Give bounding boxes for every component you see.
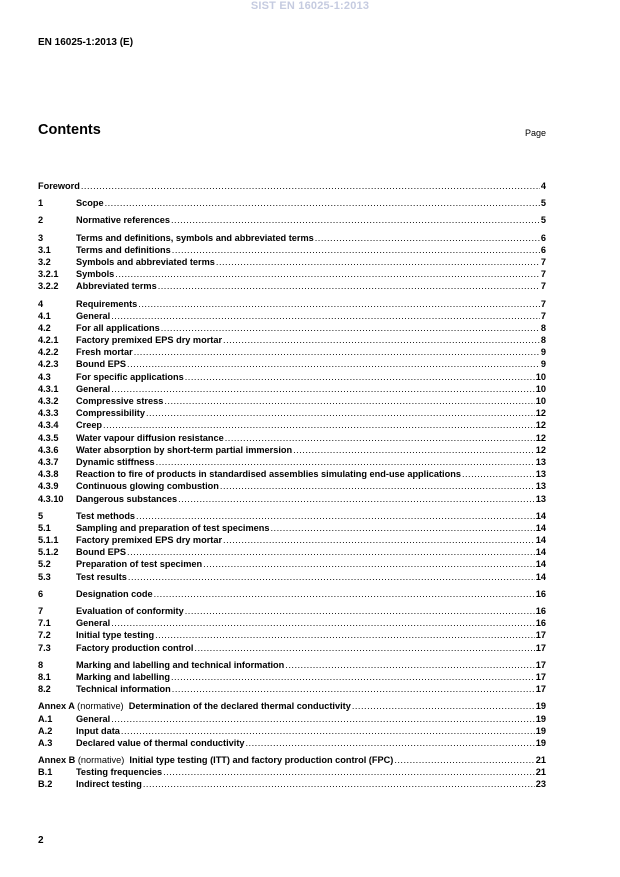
toc-entry[interactable] [38, 371, 546, 383]
dot-leader [138, 298, 540, 310]
toc-entry-page: 10 [535, 383, 546, 394]
toc-entry-page: 17 [535, 671, 546, 682]
dot-leader [111, 383, 535, 395]
dot-leader [271, 522, 535, 534]
toc-entry[interactable] [38, 493, 546, 505]
toc-entry-number: 3.1 [38, 244, 51, 255]
toc-entry-page: 7 [540, 281, 546, 292]
toc-entry-page: 12 [535, 444, 546, 455]
toc-entry-title: Input data [76, 725, 120, 736]
toc-entry-page: 6 [540, 244, 546, 255]
toc-entry[interactable] [38, 725, 546, 737]
toc-entry-number: 4.2.1 [38, 335, 59, 346]
toc-entry-number: 5.1 [38, 522, 51, 533]
toc-entry[interactable] [38, 642, 546, 654]
dot-leader [164, 395, 534, 407]
toc-entry-page: 16 [535, 606, 546, 616]
toc-entry[interactable] [38, 334, 546, 346]
toc-entry-number: 7.2 [38, 630, 51, 641]
toc-entry-title: Factory premixed EPS dry mortar [76, 535, 223, 546]
toc-entry-title: Initial type testing [76, 630, 155, 641]
dot-leader [111, 713, 535, 725]
toc-entry[interactable] [38, 310, 546, 322]
toc-group [38, 510, 546, 583]
dot-leader [171, 214, 540, 226]
dot-leader [223, 534, 535, 546]
toc-entry[interactable] [38, 468, 546, 480]
toc-entry-title: Factory production control [76, 642, 194, 653]
toc-entry-number: 8.1 [38, 671, 51, 682]
toc-entry[interactable] [38, 256, 546, 268]
toc-entry-title: Sampling and preparation of test specimens [76, 522, 270, 533]
toc-entry-page: 13 [535, 493, 546, 504]
dot-leader [146, 407, 535, 419]
toc-entry[interactable] [38, 244, 546, 256]
annex-label: Annex A [38, 701, 75, 712]
toc-entry-number: 4.3.10 [38, 493, 64, 504]
dot-leader [111, 617, 535, 629]
toc-entry-number: 6 [38, 588, 44, 599]
toc-entry-title: Test results [76, 571, 127, 582]
toc-entry-page: 5 [540, 215, 546, 226]
toc-entry-title: Symbols [76, 269, 115, 280]
dot-leader [158, 280, 540, 292]
toc-entry-page: 13 [535, 469, 546, 480]
toc-entry-page: 17 [535, 684, 546, 695]
toc-entry-page: 21 [535, 755, 546, 766]
toc-entry-number: 4.3.9 [38, 481, 59, 492]
toc-entry-page: 9 [540, 347, 546, 358]
toc-entry[interactable] [38, 407, 546, 419]
toc-entry-title: Designation code [76, 588, 153, 599]
dot-leader [225, 432, 535, 444]
toc-entry-page: 19 [535, 725, 546, 736]
toc-entry[interactable] [38, 605, 546, 617]
toc-entry-title: Continuous glowing combustion [76, 481, 219, 492]
toc-entry[interactable] [38, 737, 546, 749]
toc-group [38, 180, 546, 192]
toc-entry-page: 4 [540, 181, 546, 191]
toc-entry-title: Evaluation of conformity [76, 606, 184, 616]
dot-leader [111, 310, 540, 322]
toc-entry[interactable] [38, 617, 546, 629]
toc-entry-number: B.1 [38, 767, 53, 778]
toc-entry-page: 14 [535, 510, 546, 521]
toc-entry-number: 3.2.1 [38, 269, 59, 280]
toc-entry[interactable] [38, 197, 546, 209]
toc-entry-title: Requirements [76, 298, 138, 309]
toc-entry[interactable] [38, 268, 546, 280]
toc-entry[interactable] [38, 700, 546, 712]
toc-entry[interactable] [38, 534, 546, 546]
dot-leader [154, 588, 535, 600]
toc-entry[interactable] [38, 432, 546, 444]
dot-leader [462, 468, 535, 480]
toc-entry-number: 4.2 [38, 322, 51, 333]
toc-entry-title: Bound EPS [76, 547, 127, 558]
toc-entry-number: 4.3 [38, 371, 51, 382]
toc-entry-title: Technical information [76, 684, 171, 695]
dot-leader [185, 605, 535, 617]
annex-note: (normative) [77, 755, 125, 766]
toc-entry-title: General [76, 713, 111, 724]
toc-entry-title: Terms and definitions [76, 244, 171, 255]
toc-entry-page: 21 [535, 767, 546, 778]
toc-entry[interactable] [38, 298, 546, 310]
toc-entry-page: 12 [535, 432, 546, 443]
dot-leader [285, 659, 534, 671]
toc-entry-page: 16 [535, 618, 546, 629]
toc-entry[interactable] [38, 778, 546, 790]
annex-note: (normative) [77, 701, 124, 712]
toc-entry-number: 3.2.2 [38, 281, 59, 292]
toc-entry[interactable] [38, 444, 546, 456]
toc-entry[interactable] [38, 766, 546, 778]
toc-entry-page: 5 [540, 198, 546, 209]
toc-entry-number: A.3 [38, 737, 53, 748]
toc-entry[interactable] [38, 683, 546, 695]
dot-leader [155, 629, 535, 641]
dot-leader [178, 493, 535, 505]
dot-leader [172, 244, 540, 256]
toc-entry-page: 23 [535, 779, 546, 790]
page-column-label: Page [524, 128, 546, 138]
toc-entry-page: 17 [535, 659, 546, 670]
toc-entry-page: 10 [535, 396, 546, 406]
toc-entry-page: 8 [540, 335, 546, 346]
toc-entry[interactable] [38, 346, 546, 358]
dot-leader [127, 546, 535, 558]
toc-entry-title: General [76, 383, 111, 394]
dot-leader [171, 671, 535, 683]
toc-entry-title: General [76, 618, 111, 629]
toc-entry[interactable] [38, 571, 546, 583]
toc-entry-number: 7.3 [38, 642, 51, 653]
toc-entry-title: Marking and labelling [76, 671, 170, 682]
toc-entry-number: 7.1 [38, 618, 51, 629]
toc-entry-title: Fresh mortar [76, 347, 133, 358]
toc-entry-page: 14 [535, 522, 546, 533]
dot-leader [223, 334, 540, 346]
toc-entry-title: Creep [76, 420, 103, 431]
annex-label: Annex B [38, 755, 76, 766]
dot-leader [315, 232, 540, 244]
annex-title: Initial type testing (ITT) and factory production control (FPC) [129, 755, 394, 766]
toc-entry-page: 7 [540, 269, 546, 280]
toc-group [38, 232, 546, 293]
toc-entry-title: Dynamic stiffness [76, 456, 155, 467]
toc-entry-number: 5.1.1 [38, 535, 59, 546]
dot-leader [194, 642, 534, 654]
toc-entry[interactable] [38, 522, 546, 534]
toc-group [38, 700, 546, 749]
dot-leader [143, 778, 535, 790]
toc-entry-number: 5.2 [38, 559, 51, 570]
toc-entry[interactable] [38, 713, 546, 725]
dot-leader [163, 766, 535, 778]
toc-entry-title: Compressive stress [76, 396, 164, 406]
toc-entry-number: 4.2.3 [38, 359, 59, 370]
contents-title: Contents [38, 122, 101, 138]
toc-entry-number: 5.1.2 [38, 547, 59, 558]
toc-group [38, 214, 546, 226]
toc-entry-number: 4.3.4 [38, 420, 59, 431]
toc-entry-page: 9 [540, 359, 546, 370]
toc-entry-title: Reaction to fire of products in standardised assemblies simulating end-use applications [76, 469, 461, 480]
toc-entry-title: Water vapour diffusion resistance [76, 432, 224, 443]
toc-entry-title: Foreword [38, 181, 80, 191]
toc-entry-title: Marking and labelling and technical information [76, 659, 285, 670]
toc-entry-number: 4.2.2 [38, 347, 59, 358]
toc-entry[interactable] [38, 558, 546, 570]
toc-entry-number: 4.3.6 [38, 444, 59, 455]
toc-entry-title: Dangerous substances [76, 493, 178, 504]
dot-leader [81, 180, 540, 192]
toc-entry-title: For specific applications [76, 371, 184, 382]
toc-entry[interactable] [38, 280, 546, 292]
toc-entry-page: 13 [535, 481, 546, 492]
toc-entry[interactable] [38, 671, 546, 683]
toc-entry-number: 4.1 [38, 310, 51, 321]
toc-entry[interactable] [38, 214, 546, 226]
toc-entry-page: 14 [535, 559, 546, 570]
toc-entry-page: 13 [535, 456, 546, 467]
toc-entry-page: 17 [535, 642, 546, 653]
toc-entry-page: 7 [540, 298, 546, 309]
toc-entry[interactable] [38, 322, 546, 334]
dot-leader [352, 700, 535, 712]
toc-entry-number: 8 [38, 659, 44, 670]
toc-entry[interactable] [38, 395, 546, 407]
toc-entry-page: 14 [535, 571, 546, 582]
toc-entry-title: Water absorption by short-term partial immersion [76, 444, 293, 455]
document-id: EN 16025-1:2013 (E) [38, 37, 134, 48]
toc-entry-page: 7 [540, 310, 546, 321]
dot-leader [161, 322, 540, 334]
toc-entry-number: 4.3.8 [38, 469, 59, 480]
toc-group [38, 754, 546, 791]
toc-entry[interactable] [38, 180, 546, 192]
toc-entry[interactable] [38, 659, 546, 671]
dot-leader [172, 683, 535, 695]
toc-entry-number: 4 [38, 298, 44, 309]
toc-entry-number: 4.3.2 [38, 396, 59, 406]
toc-entry-page: 7 [540, 256, 546, 267]
toc-entry-page: 19 [535, 713, 546, 724]
toc-entry[interactable] [38, 383, 546, 395]
toc-entry-page: 14 [535, 535, 546, 546]
dot-leader [203, 558, 535, 570]
toc-entry-number: 5 [38, 510, 44, 521]
dot-leader [134, 346, 540, 358]
toc-entry-page: 6 [540, 232, 546, 243]
dot-leader [394, 754, 534, 766]
dot-leader [246, 737, 535, 749]
dot-leader [216, 256, 540, 268]
toc-entry[interactable] [38, 232, 546, 244]
toc-entry-title: Factory premixed EPS dry mortar [76, 335, 223, 346]
toc-entry-number: A.2 [38, 725, 53, 736]
dot-leader [293, 444, 535, 456]
toc-entry-page: 16 [535, 588, 546, 599]
toc-entry-title: Preparation of test specimen [76, 559, 203, 570]
toc-entry-page: 10 [535, 371, 546, 382]
toc-group [38, 605, 546, 654]
toc-entry-title: Indirect testing [76, 779, 142, 790]
dot-leader [127, 358, 540, 370]
toc-entry[interactable] [38, 510, 546, 522]
toc-entry-number: 3 [38, 232, 44, 243]
toc-entry-title: Compressibility [76, 408, 145, 419]
toc-entry-title: Abbreviated terms [76, 281, 157, 292]
toc-entry-page: 12 [535, 420, 546, 431]
toc-group [38, 298, 546, 505]
toc-entry-page: 19 [535, 737, 546, 748]
toc-group [38, 659, 546, 696]
dot-leader [128, 571, 535, 583]
toc-entry-number: B.2 [38, 779, 53, 790]
dot-leader [136, 510, 535, 522]
toc-entry[interactable] [38, 419, 546, 431]
toc-entry[interactable] [38, 480, 546, 492]
toc-entry-number: 3.2 [38, 256, 51, 267]
toc-entry-number: 4.3.1 [38, 383, 59, 394]
toc-entry-title: Normative references [76, 215, 170, 226]
toc-entry-title: For all applications [76, 322, 160, 333]
toc-entry-title [38, 754, 393, 766]
toc-entry[interactable] [38, 588, 546, 600]
toc-entry-number: A.1 [38, 713, 53, 724]
dot-leader [105, 197, 540, 209]
toc-group [38, 588, 546, 600]
toc-entry-page: 17 [535, 630, 546, 641]
toc-entry-title: General [76, 310, 111, 321]
annex-title: Determination of the declared thermal conductivity [128, 701, 351, 712]
toc-entry-page: 19 [535, 701, 546, 712]
dot-leader [220, 480, 535, 492]
toc-entry-number: 5.3 [38, 571, 51, 582]
dot-leader [121, 725, 535, 737]
toc-entry[interactable] [38, 546, 546, 558]
toc-entry-number: 2 [38, 215, 44, 226]
toc-entry-title: Terms and definitions, symbols and abbreviated terms [76, 232, 314, 243]
toc-entry-title: Testing frequencies [76, 767, 163, 778]
toc-entry-page: 14 [535, 547, 546, 558]
page-number: 2 [38, 835, 44, 846]
dot-leader [103, 419, 535, 431]
dot-leader [156, 456, 535, 468]
toc-entry[interactable] [38, 358, 546, 370]
toc-entry-title [38, 700, 351, 712]
toc-entry-number: 7 [38, 606, 44, 616]
toc-entry-page: 12 [535, 408, 546, 419]
toc-entry[interactable] [38, 456, 546, 468]
toc-entry-page: 8 [540, 322, 546, 333]
toc-entry[interactable] [38, 629, 546, 641]
toc-entry-number: 8.2 [38, 684, 51, 695]
dot-leader [185, 371, 535, 383]
toc-entry-title: Test methods [76, 510, 136, 521]
toc-entry-title: Symbols and abbreviated terms [76, 256, 215, 267]
toc-entry-title: Declared value of thermal conductivity [76, 737, 245, 748]
toc-entry-title: Bound EPS [76, 359, 127, 370]
watermark: SIST EN 16025-1:2013 [250, 0, 370, 12]
toc-entry-number: 4.3.7 [38, 456, 59, 467]
table-of-contents [38, 180, 546, 796]
toc-entry[interactable] [38, 754, 546, 766]
toc-entry-number: 4.3.5 [38, 432, 59, 443]
dot-leader [115, 268, 540, 280]
toc-entry-number: 4.3.3 [38, 408, 59, 419]
toc-entry-number: 1 [38, 198, 44, 209]
toc-group [38, 197, 546, 209]
toc-entry-title: Scope [76, 198, 104, 209]
